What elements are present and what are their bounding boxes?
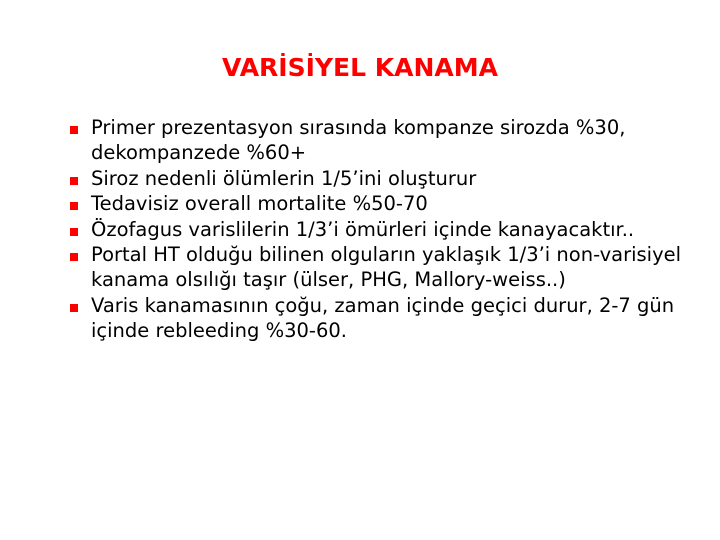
square-bullet-icon [70,126,78,134]
square-bullet-icon [70,253,78,261]
bullet-text: Varis kanamasının çoğu, zaman içinde geçici durur, 2-7 gün içinde rebleeding %30-60. [91,293,675,343]
bullet-text: Tedavisiz overall mortalite %50-70 [91,192,428,216]
square-bullet-icon [70,202,78,210]
bullet-item [70,115,690,166]
bullet-item [70,217,690,242]
bullet-text: Primer prezentasyon sırasında kompanze sirozda %30, dekompanzede %60+ [91,116,626,165]
bullet-item [70,191,690,216]
square-bullet-icon [70,177,78,185]
slide-title: VARİSİYEL KANAMA [222,53,498,82]
bullet-text: Siroz nedenli ölümlerin 1/5’ini oluşturur [91,166,477,190]
bullet-list [70,115,690,344]
square-bullet-icon [70,304,78,312]
bullet-item [70,293,690,344]
bullet-text: Portal HT olduğu bilinen olguların yaklaşık 1/3’i non-varisiyel kanama olsılığı taşır (ülser, PHG, Mallory-weiss..) [91,243,682,292]
bullet-item [70,242,690,293]
bullet-text: Özofagus varislilerin 1/3’i ömürleri içinde kanayacaktır.. [91,217,635,241]
square-bullet-icon [70,228,78,236]
bullet-item [70,166,690,191]
